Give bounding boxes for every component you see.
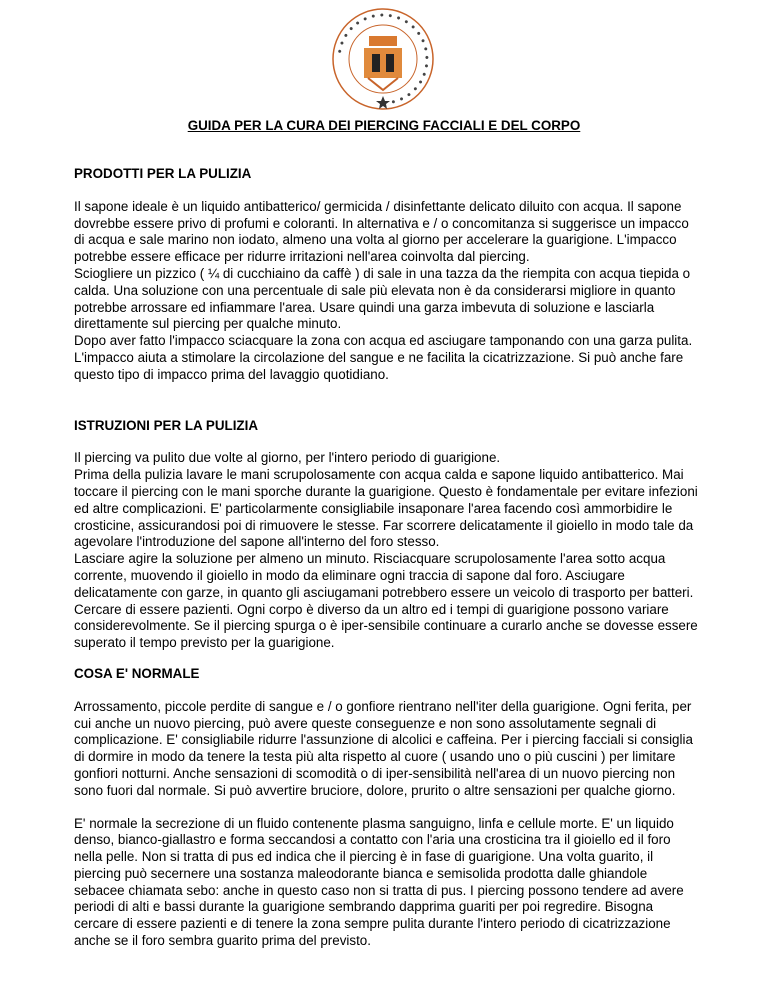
section-heading: ISTRUZIONI PER LA PULIZIA	[74, 417, 258, 433]
document-body	[74, 166, 698, 950]
section-istruzioni	[74, 418, 698, 652]
paragraph: Arrossamento, piccole perdite di sangue e / o gonfiore rientrano nell'iter della guarigione. Ogni ferita, per cui anche un nuovo piercing, può avere queste conseguenze e non sono assolutamente segnali di complicazione. E' consigliabile ridurre l'assunzione di alcolici e caffeina. Per i piercing facciali si consiglia di dormire in modo da tenere la testa più alta rispetto al cuore ( usando uno o più cuscini ) per limitare gonfiori notturni. Anche sensazioni di scomodità o di iper-sensibilità nell'area di un nuovo piercing non sono fuori dal normale. Si può avvertire bruciore, dolore, prurito o altre sensazioni per qualche giorno.	[74, 698, 693, 798]
svg-text:● ● ● ● ● ● ● ● ● ● ● ● ● ● ●: ● ● ● ● ● ● ● ● ● ● ● ● ● ● ● ● ● ● ● ● ● ● ●	[336, 11, 431, 106]
section-heading: PRODOTTI PER LA PULIZIA	[74, 166, 252, 181]
paragraph: Sciogliere un pizzico ( ¼ di cucchiaino da caffè ) di sale in una tazza da the riempita con acqua tiepida o calda. Una soluzione con una percentuale di sale più elevata non è da considerarsi migliore in quanto potrebbe arrossare ed infiammare l'area. Usare quindi una garza imbevuta di soluzione e lasciarla direttamente sul piercing per qualche minuto.	[74, 265, 691, 332]
document-title: GUIDA PER LA CURA DEI PIERCING FACCIALI E DEL CORPO	[187, 118, 581, 133]
section-heading: COSA E' NORMALE	[74, 665, 200, 681]
paragraph: Lasciare agire la soluzione per almeno un minuto. Risciacquare scrupolosamente l'area sotto acqua corrente, muovendo il gioiello in modo da eliminare ogni traccia di sapone dal foro. Asciugare delicatamente con garze, in quanto gli asciugamani potrebbero essere un veicolo di trasporto per batteri. Cercare di essere pazienti. Ogni corpo è diverso da un altro ed i tempi di guarigione possono variare considerevolmente. Se il piercing spurga o è iper-sensibile continuare a curarlo anche se dovesse essere superato il tempo previsto per la guarigione.	[74, 551, 698, 651]
paragraph: Il piercing va pulito due volte al giorno, per l'intero periodo di guarigione.	[74, 450, 501, 466]
paragraph: E' normale la secrezione di un fluido contenente plasma sanguigno, linfa e cellule morte. E' un liquido denso, bianco-giallastro e forma seccandosi a contatto con l'aria una crosticina tra il gioiello ed il foro nella pelle. Non si tratta di pus ed indica che il piercing è in fase di guarigione. Una volta guarito, il piercing può secernere una sostanza maleodorante bianca e semisolida prodotta dalle ghiandole sebacee chiamata sebo: anche in questo caso non si tratta di pus. I piercing possono tendere ad avere periodi di alti e bassi durante la guarigione sembrando dapprima guariti per poi regredire. Bisogna cercare di essere pazienti e di tenere la zona sempre pulita durante l'intero periodo di cicatrizzazione anche se il foro sembra guarito prima del previsto.	[74, 815, 684, 949]
paragraph: Il sapone ideale è un liquido antibatterico/ germicida / disinfettante delicato diluito con acqua. Il sapone dovrebbe essere privo di profumi e coloranti. In alternativa e / o concomitanza si suggerisce un impacco di acqua e sale marino non iodato, almeno una volta al giorno per accelerare la guarigione. L'impacco potrebbe essere efficace per ridurre irritazioni nell'area coinvolta dal piercing.	[74, 198, 689, 265]
association-logo	[324, 6, 442, 112]
paragraph: Dopo aver fatto l'impacco sciacquare la zona con acqua ed asciugare tamponando con una garza pulita. L'impacco aiuta a stimolare la circolazione del sangue e ne facilita la cicatrizzazione. Si può anche fare questo tipo di impacco prima del lavaggio quotidiano.	[74, 333, 693, 382]
section-cosa-normale	[74, 666, 698, 950]
paragraph: Prima della pulizia lavare le mani scrupolosamente con acqua calda e sapone liquido antibatterico. Mai toccare il piercing con le mani sporche durante la guarigione. Questo è fondamentale per evitare infezioni ed altre complicazioni. E' particolarmente consigliabile insaponare l'area facendo così ammorbidire le crosticine, assicurandosi poi di rimuovere le stesse. Far scorrere delicatamente il gioiello in modo tale da agevolare l'introduzione del sapone all'interno del foro stesso.	[74, 467, 698, 550]
section-prodotti	[74, 166, 698, 384]
